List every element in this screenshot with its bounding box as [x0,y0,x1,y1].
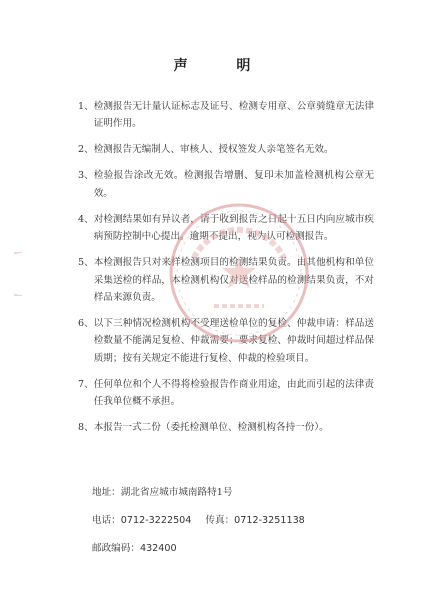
address-value: 湖北省应城市城南路特1号 [120,487,233,498]
phone-label: 电话： [92,515,121,526]
address-label: 地址： [92,487,121,498]
list-item [78,141,374,158]
item-number: 1、 [78,101,94,112]
list-item [78,254,374,306]
item-text: 以下三种情况检测机构不受理送检单位的复检、仲裁申请：样品送检数量不能满足复检、仲裁需要；要求复检、仲裁时间超过样品保质期；按有关规定不能进行复检、仲裁的检验项目。 [93,318,374,364]
fax-value: 0712-3251138 [234,515,305,526]
page-title: 声 明 [173,58,273,74]
item-text: 本报告一式二份（委托检测单位、检测机构各持一份）。 [93,422,329,434]
list-item [78,98,374,133]
item-number: 3、 [78,170,94,182]
list-item [78,167,374,202]
list-item [78,376,374,411]
postcode-line [92,540,177,554]
item-number: 7、 [78,378,94,390]
item-number: 6、 [78,318,94,330]
seal-fragment-icon [14,252,22,296]
item-number: 5、 [78,257,94,269]
phone-value: 0712-3222504 [120,515,192,526]
item-text: 本检测报告只对来样检测项目的检测结果负责。由其他机构和单位采集送检的样品，本检测机构仅对送检样品的检测结果负责，不对样品来源负责。 [93,257,374,304]
phone-fax-line [92,512,305,526]
item-number: 2、 [78,144,94,156]
list-item [78,211,374,246]
item-number: 4、 [78,213,94,225]
item-text: 检测报告无计量认证标志及证号、检测专用章、公章骑缝章无法律证明作用。 [93,101,374,130]
list-item [78,419,374,436]
item-text: 对检测结果如有异议者，请于收到报告之日起十五日内向应城市疾病预防控制中心提出。逾期不提出，视为认可检测报告。 [93,213,374,243]
item-text: 检测报告无编制人、审核人、授权签发人亲笔签名无效。 [93,144,334,156]
item-number: 8、 [78,422,94,434]
statement-list [78,98,374,445]
item-text: 检验报告涂改无效。检测报告增删、复印未加盖检测机构公章无效。 [93,170,374,199]
address-line [92,484,232,498]
item-text: 任何单位和个人不得将检验报告作商业用途，由此而引起的法律责任我单位概不承担。 [93,378,374,408]
postcode-label: 邮政编码： [92,543,140,554]
fax-label: 传真： [205,515,235,526]
postcode-value: 432400 [139,543,177,554]
list-item [78,315,374,367]
